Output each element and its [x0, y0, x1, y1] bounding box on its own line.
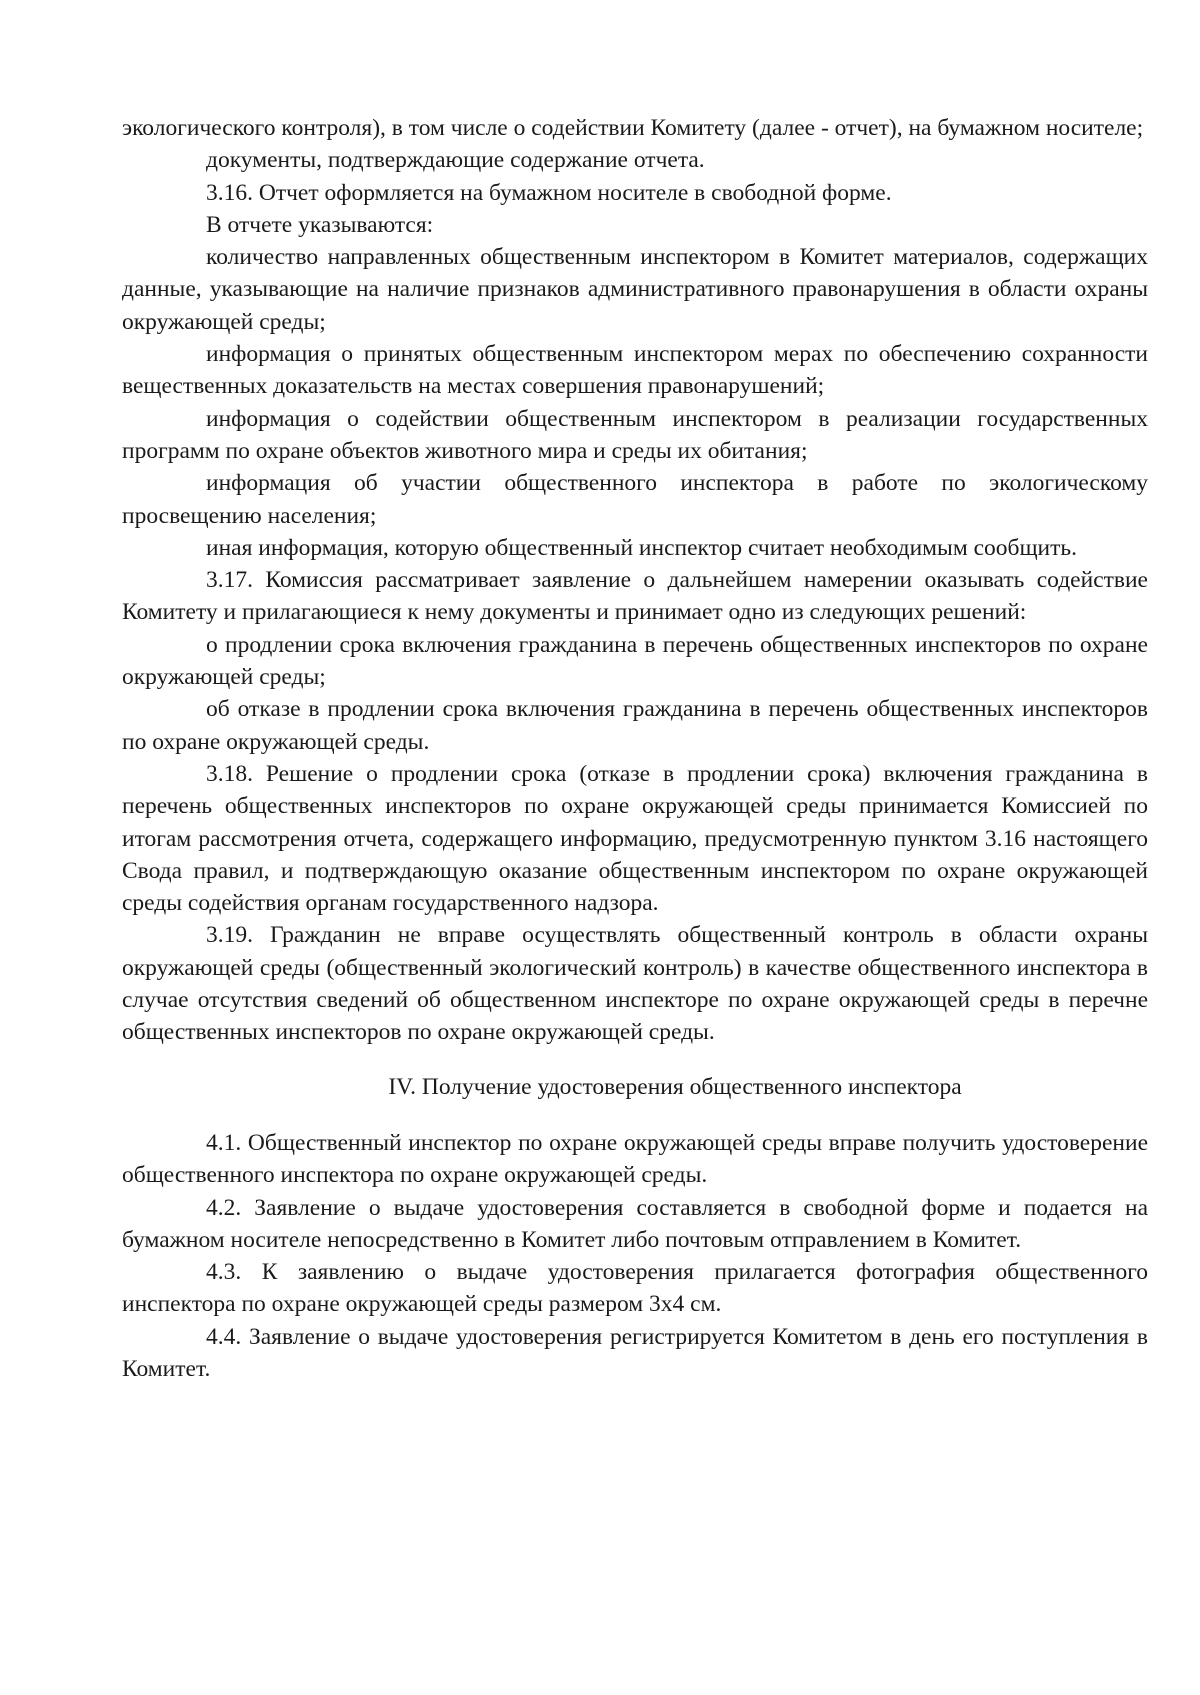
- paragraph-4-2: 4.2. Заявление о выдаче удостоверения составляется в свободной форме и подается на бумажном носителе непосредственно в Комитет либо почтовым отправлением в Комитет.: [122, 1194, 1148, 1253]
- paragraph-3-19: 3.19. Гражданин не вправе осуществлять общественный контроль в области охраны окружающей среды (общественный экологический контроль) в качестве общественного инспектора в случае отсутствия сведений об общественном инспекторе по охране окружающей среды в перечне общественных инспекторов по охране окружающей среды.: [122, 922, 1148, 1046]
- paragraph: информация о содействии общественным инспектором в реализации государственных программ по охране объектов животного мира и среды их обитания;: [122, 405, 1148, 464]
- paragraph-3-18: 3.18. Решение о продлении срока (отказе в продлении срока) включения гражданина в перечень общественных инспекторов по охране окружающей среды принимается Комиссией по итогам рассмотрения отчета, содержащего информацию, предусмотренную пунктом 3.16 настоящего Свода правил, и подтверждающую оказание общественным инспектором по охране окружающей среды содействия органам государственного надзора.: [122, 760, 1148, 917]
- paragraph: о продлении срока включения гражданина в перечень общественных инспекторов по охране окружающей среды;: [122, 631, 1148, 691]
- paragraph: В отчете указываются:: [206, 211, 434, 238]
- document-page: [122, 112, 1148, 1385]
- paragraph: иная информация, которую общественный инспектор считает необходимым сообщить.: [206, 534, 1077, 561]
- paragraph-3-16: 3.16. Отчет оформляется на бумажном носителе в свободной форме.: [206, 179, 892, 206]
- paragraph-4-4: 4.4. Заявление о выдаче удостоверения регистрируется Комитетом в день его поступления в Комитет.: [122, 1323, 1148, 1382]
- paragraph: количество направленных общественным инспектором в Комитет материалов, содержащих данные, указывающие на наличие признаков административного правонарушения в области охраны окружающей среды;: [122, 244, 1148, 335]
- paragraph-4-1: 4.1. Общественный инспектор по охране окружающей среды вправе получить удостоверение общественного инспектора по охране окружающей среды.: [122, 1129, 1148, 1189]
- paragraph: документы, подтверждающие содержание отчета.: [206, 147, 705, 174]
- paragraph-3-17: 3.17. Комиссия рассматривает заявление о дальнейшем намерении оказывать содействие Комитету и прилагающиеся к нему документы и принимает одно из следующих решений:: [122, 567, 1148, 626]
- paragraph: информация о принятых общественным инспектором мерах по обеспечению сохранности вещественных доказательств на местах совершения правонарушений;: [122, 341, 1148, 400]
- paragraph: об отказе в продлении срока включения гражданина в перечень общественных инспекторов по охране окружающей среды.: [122, 696, 1148, 755]
- section-heading: IV. Получение удостоверения общественного инспектора: [388, 1073, 962, 1100]
- paragraph-continuation: экологического контроля), в том числе о содействии Комитету (далее - отчет), на бумажном носителе;: [122, 115, 1144, 141]
- paragraph-4-3: 4.3. К заявлению о выдаче удостоверения прилагается фотография общественного инспектора по охране окружающей среды размером 3х4 см.: [122, 1259, 1148, 1318]
- paragraph: информация об участии общественного инспектора в работе по экологическому просвещению населения;: [122, 470, 1148, 529]
